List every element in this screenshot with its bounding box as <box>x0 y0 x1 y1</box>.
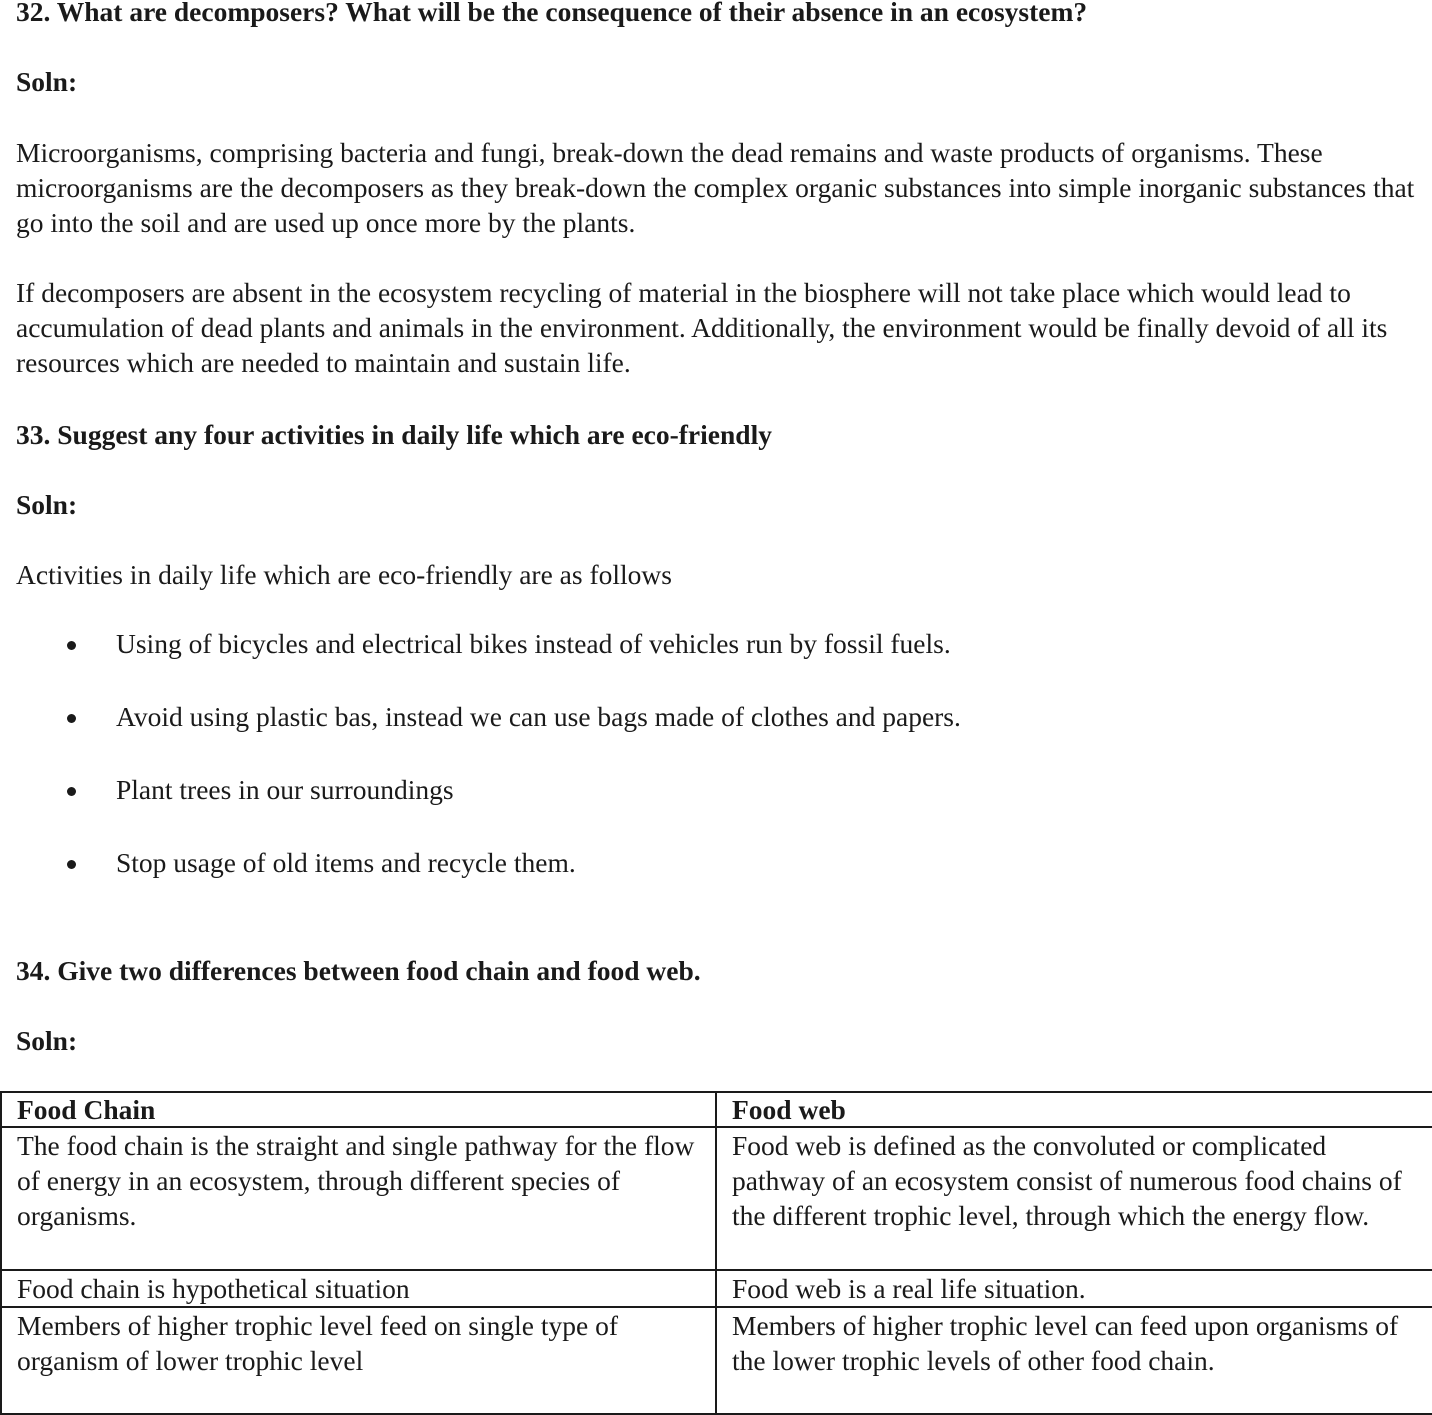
table-header-row <box>1 1092 1432 1127</box>
question-33: 33. Suggest any four activities in daily life which are eco-friendly <box>16 419 772 450</box>
table-cell: Members of higher trophic level feed on single type of organism of lower trophic level <box>1 1307 716 1414</box>
table-cell: The food chain is the straight and single pathway for the flow of energy in an ecosystem, through different species of organisms. <box>1 1127 716 1270</box>
question-34: 34. Give two differences between food chain and food web. <box>16 955 701 986</box>
bullet-icon <box>67 641 76 650</box>
soln-label-34: Soln: <box>16 1025 78 1056</box>
bullet-icon <box>67 860 76 869</box>
table-row <box>1 1270 1432 1307</box>
question-32: 32. What are decomposers? What will be the consequence of their absence in an ecosystem? <box>16 0 1088 27</box>
table-cell: Members of higher trophic level can feed upon organisms of the lower trophic levels of other food chain. <box>716 1307 1432 1414</box>
food-chain-vs-food-web-table <box>0 1091 1432 1415</box>
q32-paragraph-2: If decomposers are absent in the ecosystem recycling of material in the biosphere will not take place which would lead to accumulation of dead plants and animals in the environment. Additionally, the environment would be finally devoid of all its resources which are needed to maintain and sustain life. <box>16 277 1388 378</box>
q33-intro: Activities in daily life which are eco-friendly are as follows <box>16 559 672 590</box>
table-row <box>1 1127 1432 1270</box>
soln-label-33: Soln: <box>16 489 78 520</box>
table-cell: Food web is a real life situation. <box>716 1270 1432 1307</box>
table-header-food-chain: Food Chain <box>1 1092 716 1127</box>
table-row <box>1 1307 1432 1414</box>
table-cell: Food web is defined as the convoluted or complicated pathway of an ecosystem consist of numerous food chains of the different trophic level, through which the energy flow. <box>716 1127 1432 1270</box>
bullet-icon <box>67 714 76 723</box>
q32-paragraph-1: Microorganisms, comprising bacteria and fungi, break-down the dead remains and waste products of organisms. These microorganisms are the decomposers as they break-down the complex organic substances into simple inorganic substances that go into the soil and are used up once more by the plants. <box>16 137 1415 238</box>
bullet-icon <box>67 787 76 796</box>
table-header-food-web: Food web <box>716 1092 1432 1127</box>
table-cell: Food chain is hypothetical situation <box>1 1270 716 1307</box>
soln-label-32: Soln: <box>16 66 78 97</box>
